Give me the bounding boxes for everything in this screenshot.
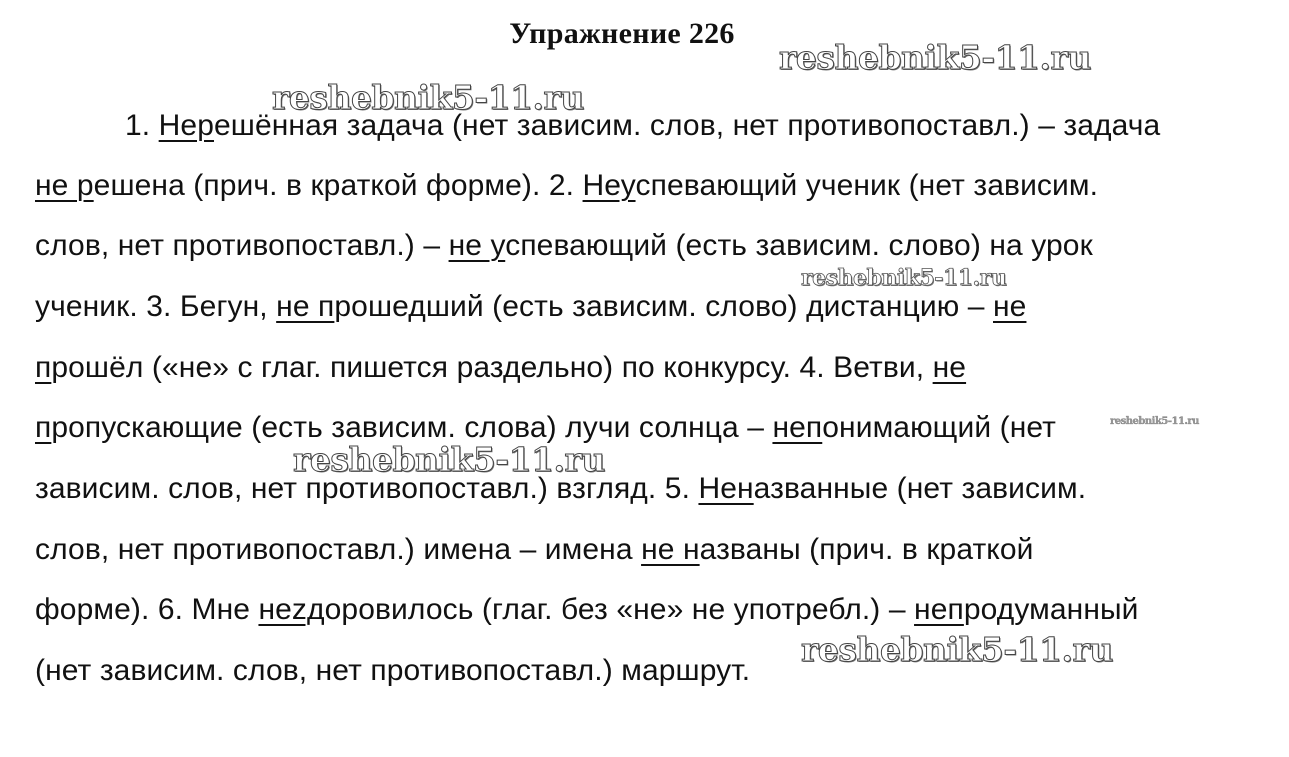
text-fragment: 1.	[125, 109, 159, 142]
text-fragment: ешённая задача (нет зависим. слов, нет противопоставл.) – задача	[214, 109, 1161, 142]
text-fragment: спевающий ученик (нет зависим.	[635, 169, 1099, 202]
text-fragment: (нет зависим. слов, нет противопоставл.) маршрут.	[35, 654, 751, 687]
underlined-fragment: Неу	[582, 169, 636, 202]
underlined-fragment: Нер	[158, 109, 214, 142]
text-fragment: ученик. 3. Бегун,	[35, 290, 277, 323]
text-line	[35, 590, 1139, 630]
text-fragment: ропускающие (есть зависим. слова) лучи солнца –	[51, 411, 773, 444]
underlined-fragment: п	[35, 411, 52, 444]
watermark: reshebnik5-11.ru	[801, 630, 1113, 669]
text-fragment: рошедший (есть зависим. слово) дистанцию –	[334, 290, 993, 323]
text-line	[35, 287, 1026, 327]
text-fragment: форме). 6. Мне	[35, 593, 259, 626]
text-fragment: онимающий (нет	[822, 411, 1057, 444]
underlined-fragment: неп	[914, 593, 964, 626]
exercise-title: Упражнение 226	[509, 17, 735, 50]
underlined-fragment: неп	[772, 411, 823, 444]
underlined-fragment: не р	[35, 169, 94, 202]
text-fragment: слов, нет противопоставл.) –	[35, 229, 449, 262]
watermark: reshebnik5-11.ru	[1110, 416, 1199, 427]
underlined-fragment: Нен	[698, 472, 754, 505]
text-line	[35, 226, 1093, 266]
text-line	[35, 348, 966, 388]
underlined-fragment: п	[35, 351, 52, 384]
underlined-fragment: не	[993, 290, 1027, 323]
text-line	[35, 166, 1098, 206]
watermark: reshebnik5-11.ru	[779, 38, 1091, 77]
underlined-fragment: не	[932, 351, 967, 384]
text-fragment: азваны (прич. в краткой	[699, 533, 1034, 566]
text-line	[35, 651, 750, 691]
text-fragment: ешена (прич. в краткой форме). 2.	[93, 169, 583, 202]
text-fragment: слов, нет противопоставл.) имена – имена	[35, 533, 642, 566]
text-fragment: зависим. слов, нет противопоставл.) взгляд. 5.	[35, 472, 699, 505]
text-line	[35, 530, 1034, 570]
watermark: reshebnik5-11.ru	[801, 265, 1007, 291]
underlined-fragment: не у	[448, 229, 506, 262]
underlined-fragment: нezд	[258, 593, 325, 626]
text-fragment: родуманный	[963, 593, 1139, 626]
text-fragment: рошёл («не» с глаг. пишется раздельно) по конкурсу. 4. Ветви,	[51, 351, 933, 384]
text-fragment: азванные (нет зависим.	[753, 472, 1087, 505]
watermark: reshebnik5-11.ru	[293, 440, 605, 479]
text-fragment: спевающий (есть зависим. слово) на урок	[505, 229, 1093, 262]
text-fragment: оровилось (глаг. без «не» не употребл.) –	[324, 593, 915, 626]
underlined-fragment: не н	[641, 533, 700, 566]
underlined-fragment: не п	[276, 290, 335, 323]
watermark: reshebnik5-11.ru	[272, 78, 584, 117]
